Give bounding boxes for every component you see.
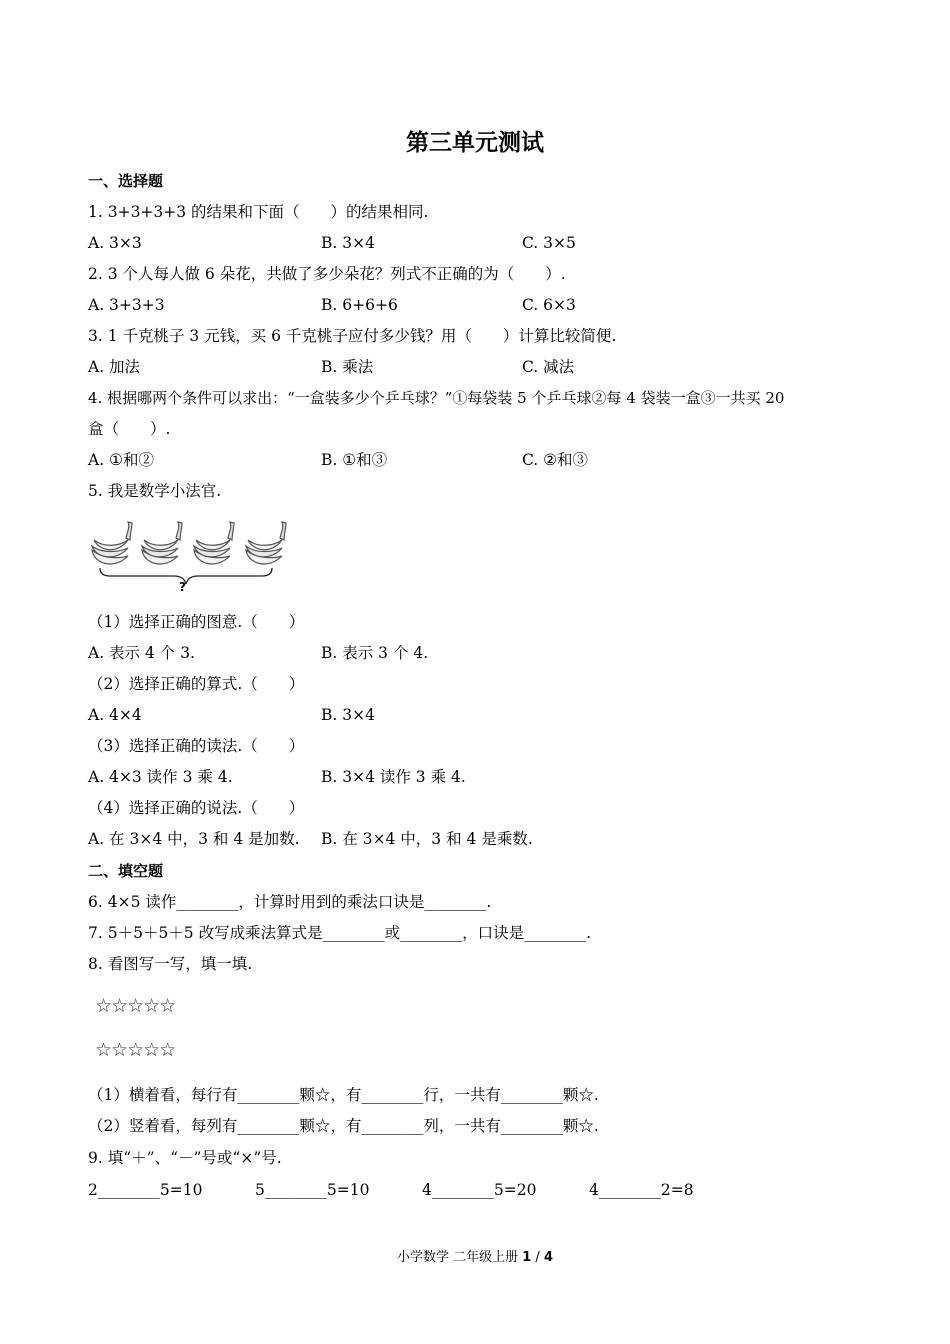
question-5-part-4: （4）选择正确的说法.（ ） bbox=[88, 799, 305, 817]
question-1-option-c: C. 3×5 bbox=[522, 234, 576, 252]
question-2-stem: 2. 3 个人每人做 6 朵花，共做了多少朵花？列式不正确的为（ ）. bbox=[88, 265, 566, 283]
footer-page-total: 4 bbox=[543, 1250, 553, 1265]
question-9-expression-3: 4________5=20 bbox=[422, 1181, 537, 1199]
question-8-stem: 8. 看图写一写，填一填. bbox=[88, 955, 253, 973]
section-heading-choice: 一、选择题 bbox=[88, 172, 164, 190]
question-5-part-4-option-b: B. 在 3×4 中，3 和 4 是乘数. bbox=[321, 830, 533, 848]
question-6: 6. 4×5 读作________，计算时用到的乘法口诀是________. bbox=[88, 893, 492, 911]
question-9-expression-4: 4________2=8 bbox=[589, 1181, 694, 1199]
question-5-part-3-option-a: A. 4×3 读作 3 乘 4. bbox=[88, 768, 233, 786]
question-5-part-2-option-a: A. 4×4 bbox=[88, 706, 142, 724]
page-footer bbox=[0, 1246, 950, 1265]
stars-row-1: ☆☆☆☆☆ bbox=[95, 995, 176, 1017]
brace-question-mark: ? bbox=[179, 580, 186, 594]
question-2-option-b: B. 6+6+6 bbox=[321, 296, 398, 314]
question-5-part-1-option-b: B. 表示 3 个 4. bbox=[321, 644, 429, 662]
question-3-option-c: C. 减法 bbox=[522, 358, 575, 376]
question-2-option-c: C. 6×3 bbox=[522, 296, 576, 314]
question-4-option-b: B. ①和③ bbox=[321, 451, 388, 469]
question-7: 7. 5＋5＋5＋5 改写成乘法算式是________或________，口诀是________. bbox=[88, 924, 592, 942]
question-4-stem-line1: 4. 根据哪两个条件可以求出：“一盒装多少个乒乓球？”①每袋装 5 个乒乓球②每 4 袋装一盒③一共买 20 bbox=[88, 389, 785, 407]
question-3-option-a: A. 加法 bbox=[88, 358, 141, 376]
banana-icon bbox=[194, 522, 234, 564]
question-4-stem-line2: 盒（ ）. bbox=[88, 420, 171, 438]
question-5-part-1-option-a: A. 表示 4 个 3. bbox=[88, 644, 195, 662]
curly-brace bbox=[100, 568, 272, 584]
question-5-part-2-option-b: B. 3×4 bbox=[321, 706, 375, 724]
question-8-part-2: （2）竖着看，每列有________颗☆，有________列，一共有________颗☆. bbox=[88, 1117, 599, 1135]
question-3-option-b: B. 乘法 bbox=[321, 358, 374, 376]
question-5-stem: 5. 我是数学小法官. bbox=[88, 482, 222, 500]
question-9-stem: 9. 填“＋”、“－”号或“×”号. bbox=[88, 1149, 282, 1167]
question-5-part-1: （1）选择正确的图意.（ ） bbox=[88, 613, 305, 631]
footer-separator: / bbox=[531, 1250, 544, 1265]
question-5-part-3: （3）选择正确的读法.（ ） bbox=[88, 737, 305, 755]
footer-text: 小学数学 二年级上册 bbox=[396, 1250, 523, 1265]
banana-icon bbox=[142, 522, 182, 564]
question-5-part-2: （2）选择正确的算式.（ ） bbox=[88, 675, 305, 693]
page-title: 第三单元测试 bbox=[406, 130, 544, 156]
question-3-stem: 3. 1 千克桃子 3 元钱，买 6 千克桃子应付多少钱？用（ ）计算比较简便. bbox=[88, 327, 617, 345]
stars-row-2: ☆☆☆☆☆ bbox=[95, 1039, 176, 1061]
question-1-stem: 1. 3+3+3+3 的结果和下面（ ）的结果相同. bbox=[88, 203, 429, 221]
question-5-part-4-option-a: A. 在 3×4 中，3 和 4 是加数. bbox=[88, 830, 300, 848]
question-5-part-3-option-b: B. 3×4 读作 3 乘 4. bbox=[321, 768, 466, 786]
question-4-option-c: C. ②和③ bbox=[522, 451, 589, 469]
section-heading-fill-blank: 二、填空题 bbox=[88, 862, 164, 880]
question-1-option-a: A. 3×3 bbox=[88, 234, 142, 252]
question-9-expression-2: 5________5=10 bbox=[255, 1181, 370, 1199]
footer-page-number: 1 bbox=[522, 1250, 532, 1265]
banana-icon bbox=[246, 522, 286, 564]
question-8-part-1: （1）横着看，每行有________颗☆，有________行，一共有________颗☆. bbox=[88, 1086, 599, 1104]
question-1-option-b: B. 3×4 bbox=[321, 234, 375, 252]
question-4-option-a: A. ①和② bbox=[88, 451, 154, 469]
banana-bunches-figure bbox=[86, 514, 296, 598]
question-9-expression-1: 2________5=10 bbox=[88, 1181, 203, 1199]
banana-icon bbox=[92, 522, 132, 564]
question-2-option-a: A. 3+3+3 bbox=[88, 296, 165, 314]
